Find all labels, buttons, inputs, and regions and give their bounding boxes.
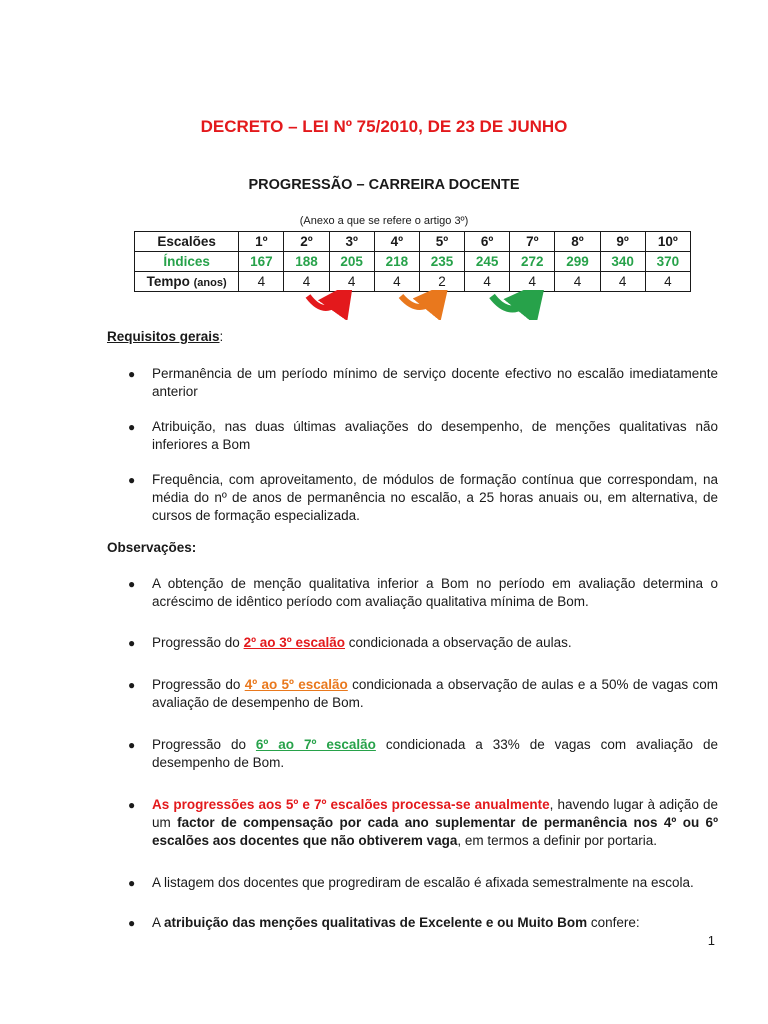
list-item: ● A atribuição das menções qualitativas de Excelente e ou Muito Bom confere: xyxy=(128,915,640,930)
document-title: DECRETO – LEI Nº 75/2010, DE 23 DE JUNHO xyxy=(200,117,568,136)
escalao-cell: 6º xyxy=(465,232,510,252)
tempo-cell: 4 xyxy=(329,272,374,292)
escalao-cell: 3º xyxy=(329,232,374,252)
bullet-icon: ● xyxy=(128,420,136,434)
tempo-cell: 2 xyxy=(419,272,464,292)
indice-cell: 188 xyxy=(284,252,329,272)
annex-note: (Anexo a que se refere o artigo 3º) xyxy=(299,215,469,227)
observacoes-heading: Observações: xyxy=(107,540,197,555)
requisitos-heading: Requisitos gerais: xyxy=(107,329,224,344)
tempo-unit: (anos) xyxy=(193,277,227,289)
escalao-cell: 5º xyxy=(419,232,464,252)
list-item: ● As progressões aos 5º e 7º escalões processa-se anualmente, havendo lugar à adição de um factor de compensação por cada ano suplementar de permanência nos 4º ou 6º escalões aos docentes que não obtiverem vaga, em termos a definir por portaria. xyxy=(128,797,718,848)
row-label-escaloes: Escalões xyxy=(135,232,239,252)
row-label-indices: Índices xyxy=(135,252,239,272)
escalao-cell: 2º xyxy=(284,232,329,252)
tempo-cell: 4 xyxy=(600,272,645,292)
progression-table xyxy=(134,231,691,292)
indice-cell: 218 xyxy=(374,252,419,272)
bullet-icon: ● xyxy=(128,916,136,930)
list-item: ● A obtenção de menção qualitativa inferior a Bom no período em avaliação determina o acréscimo de idêntico período com avaliação qualitativa mínima de Bom. xyxy=(128,576,718,609)
indice-cell: 272 xyxy=(510,252,555,272)
list-item: ● Atribuição, nas duas últimas avaliações do desempenho, de menções qualitativas não inferiores a Bom xyxy=(128,419,718,452)
escalao-cell: 10º xyxy=(645,232,690,252)
escalao-cell: 1º xyxy=(239,232,284,252)
tempo-cell: 4 xyxy=(465,272,510,292)
bullet-icon: ● xyxy=(128,678,136,692)
row-label-tempo xyxy=(135,272,239,292)
tempo-cell: 4 xyxy=(510,272,555,292)
bullet-icon: ● xyxy=(128,738,136,752)
indice-cell: 370 xyxy=(645,252,690,272)
bullet-icon: ● xyxy=(128,876,136,890)
list-item: ● Progressão do 2º ao 3º escalão condicionada a observação de aulas. xyxy=(128,635,572,650)
indice-cell: 167 xyxy=(239,252,284,272)
bullet-icon: ● xyxy=(128,367,136,381)
indice-cell: 245 xyxy=(465,252,510,272)
list-item: ● A listagem dos docentes que progrediram de escalão é afixada semestralmente na escola. xyxy=(128,875,694,890)
list-item: ● Frequência, com aproveitamento, de módulos de formação contínua que correspondam, na média do nº de anos de permanência no escalão, a 25 horas anuais ou, em alternativa, de cursos de formação especializada. xyxy=(128,472,718,523)
table-row-tempo xyxy=(135,272,691,292)
orange-curved-arrow-icon xyxy=(401,296,438,307)
list-item: ● Progressão do 6º ao 7º escalão condicionada a 33% de vagas com avaliação de desempenho de Bom. xyxy=(128,737,719,770)
tempo-cell: 4 xyxy=(555,272,600,292)
tempo-label: Tempo xyxy=(146,274,190,289)
indice-cell: 299 xyxy=(555,252,600,272)
red-curved-arrow-icon xyxy=(308,296,343,308)
green-curved-arrow-icon xyxy=(492,296,533,309)
tempo-cell: 4 xyxy=(645,272,690,292)
list-item: ● Progressão do 4º ao 5º escalão condicionada a observação de aulas e a 50% de vagas com avaliação de desempenho de Bom. xyxy=(128,677,719,710)
indice-cell: 235 xyxy=(419,252,464,272)
page-number: 1 xyxy=(707,933,715,948)
escalao-cell: 4º xyxy=(374,232,419,252)
table-row-indices xyxy=(135,252,691,272)
bullet-icon: ● xyxy=(128,577,136,591)
transition-arrows xyxy=(0,290,768,320)
bullet-icon: ● xyxy=(128,636,136,650)
list-item: ● Permanência de um período mínimo de serviço docente efectivo no escalão imediatamente anterior xyxy=(128,366,718,399)
indice-cell: 205 xyxy=(329,252,374,272)
table-row-escaloes xyxy=(135,232,691,252)
escalao-cell: 7º xyxy=(510,232,555,252)
bullet-icon: ● xyxy=(128,798,136,812)
document-subtitle: PROGRESSÃO – CARREIRA DOCENTE xyxy=(248,177,520,193)
tempo-cell: 4 xyxy=(284,272,329,292)
tempo-cell: 4 xyxy=(374,272,419,292)
bullet-icon: ● xyxy=(128,473,136,487)
tempo-cell: 4 xyxy=(239,272,284,292)
escalao-cell: 8º xyxy=(555,232,600,252)
escalao-cell: 9º xyxy=(600,232,645,252)
indice-cell: 340 xyxy=(600,252,645,272)
